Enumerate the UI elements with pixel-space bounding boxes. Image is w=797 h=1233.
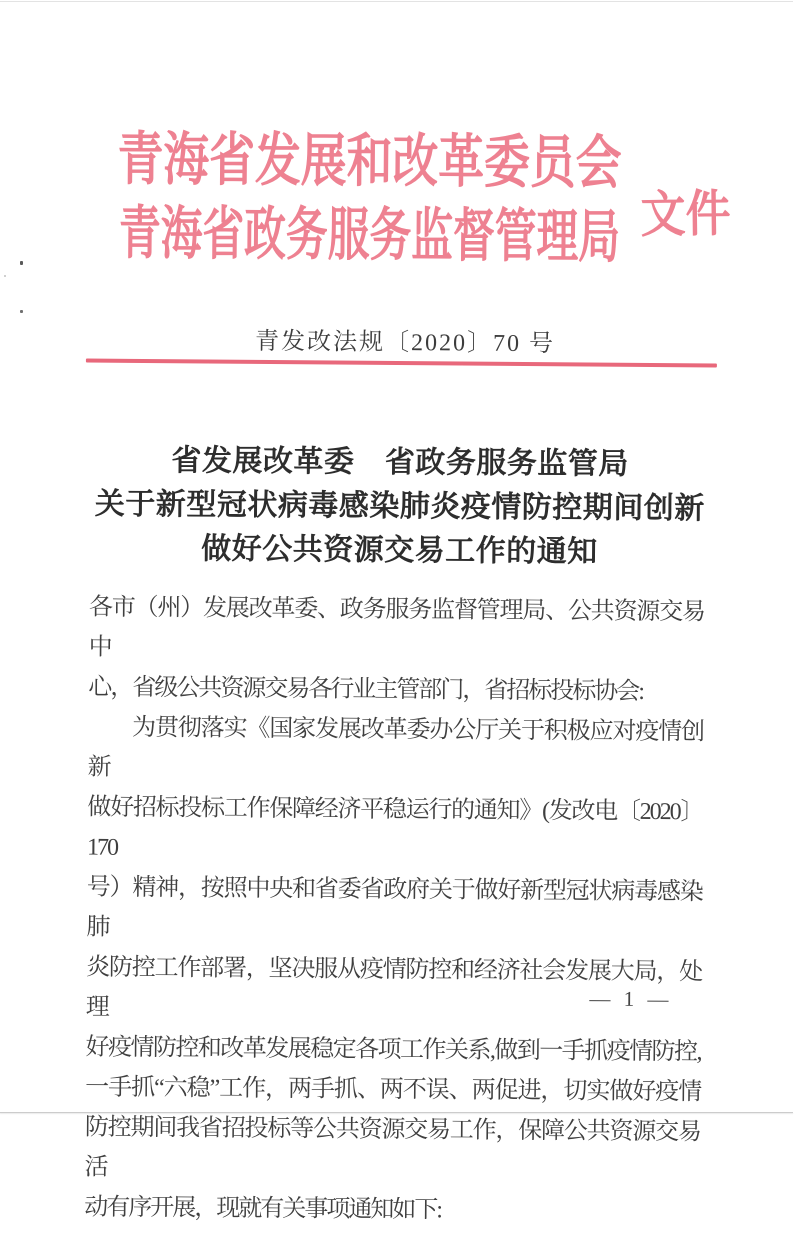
document-reference-number: 青发改法规〔2020〕70 号 [254,328,556,358]
body-line: 炎防控工作部署，坚决服从疫情防控和经济社会发展大局，处理 [85,954,702,1021]
body-line: 一手抓“六稳”工作，两手抓、两不误、两促进，切实做好疫情 [85,1074,701,1106]
body-line: 动有序开展，现就有关事项通知如下: [84,1194,442,1224]
body-line: 为贯彻落实《国家发展改革委办公厅关于积极应对疫情创新 [87,714,704,781]
body-line: 好疫情防控和改革发展稳定各项工作关系,做到一手抓疫情防控, [85,1034,701,1066]
body-line: 各市（州）发展改革委、政务服务监督管理局、公共资源交易中 [88,594,705,661]
letterhead-org-line-2: 青海省政务服务监督管理局 [118,200,621,270]
red-divider-rule [86,359,717,368]
body-line: 防控期间我省招投标等公共资源交易工作，保障公共资源交易活 [84,1114,700,1181]
title-line-3: 做好公共资源交易工作的通知 [201,532,598,569]
document-body [84,588,704,1233]
title-line-1: 省发展改革委 省政务服务监管局 [171,444,630,481]
document-title [89,439,710,576]
title-line-2: 关于新型冠状病毒感染肺炎疫情防控期间创新 [94,487,705,526]
letterhead-document-marker: 文件 [640,185,731,243]
body-line: 号）精神，按照中央和省委省政府关于做好新型冠状病毒感染肺 [86,874,702,941]
letterhead-org-line-1: 青海省发展和改革委员会 [117,126,622,196]
page-number: — 1 — [589,986,673,1012]
body-line: 做好招标投标工作保障经济平稳运行的通知》(发改电〔2020〕170 [87,794,703,861]
body-line: 心，省级公共资源交易各行业主管部门，省招标投标协会: [88,674,644,705]
